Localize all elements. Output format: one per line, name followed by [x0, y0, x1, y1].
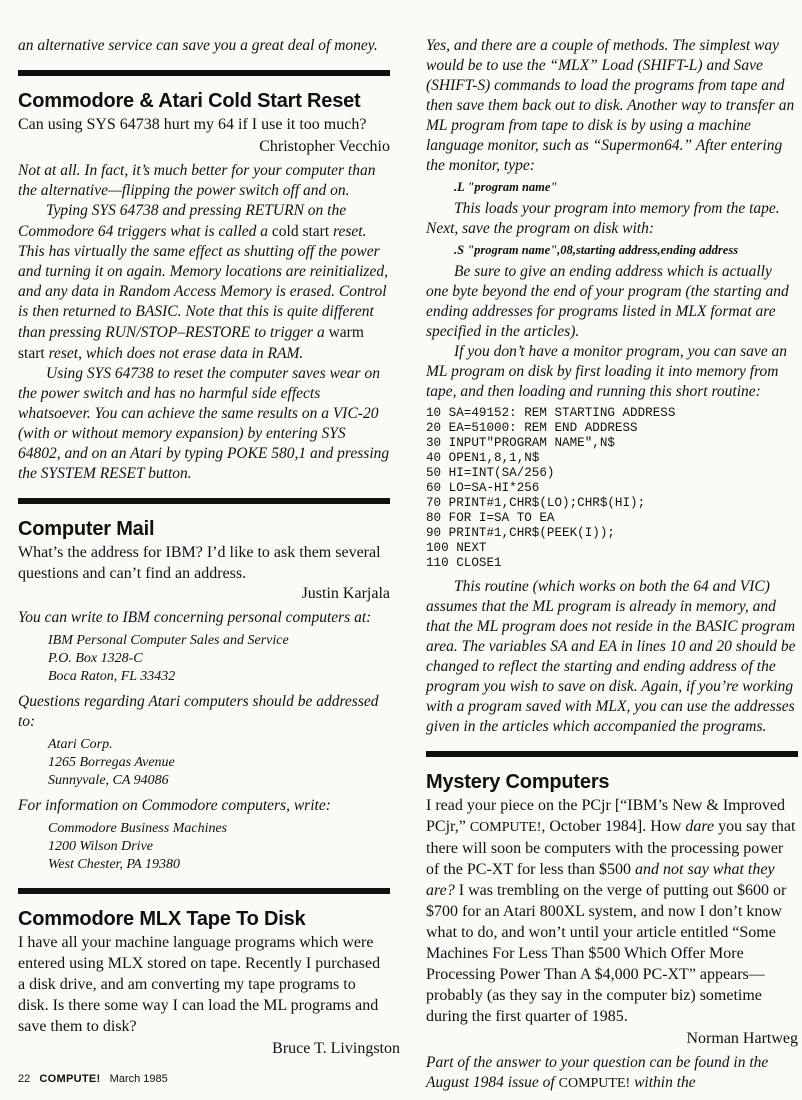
- code-line: 100 NEXT: [426, 541, 487, 555]
- magazine-name: COMPUTE!: [469, 820, 542, 835]
- address-commodore: [48, 820, 390, 874]
- answer-text: within the: [630, 1074, 696, 1091]
- code-line: 20 EA=51000: REM END ADDRESS: [426, 421, 638, 435]
- term-warm-start: warm start: [18, 324, 364, 362]
- page-number: 22: [18, 1073, 31, 1085]
- question-text: you say that there will soon be computers with the processing power of the PC-XT for less than $500: [426, 818, 796, 878]
- code-line: 10 SA=49152: REM STARTING ADDRESS: [426, 406, 676, 420]
- code-line: 60 LO=SA-HI*256: [426, 481, 540, 495]
- reader-question: Can using SYS 64738 hurt my 64 if I use it too much?: [18, 116, 367, 133]
- monitor-command: .S "program name",08,starting address,ending address: [454, 243, 739, 257]
- page-footer: [18, 1072, 168, 1086]
- section-divider: [18, 888, 390, 894]
- right-column: [426, 36, 798, 1094]
- section-heading: Computer Mail: [18, 518, 155, 540]
- reader-signature: Justin Karjala: [301, 585, 390, 602]
- reader-question: [426, 795, 798, 1027]
- question-emphasis: dare: [685, 818, 715, 835]
- section-heading: Commodore & Atari Cold Start Reset: [18, 90, 361, 112]
- address-line: Atari Corp.: [48, 737, 113, 752]
- code-line: 110 CLOSE1: [426, 556, 502, 570]
- answer-paragraph: This routine (which works on both the 64 and VIC) assumes that the ML program is already in memory, and that the ML program does not reside in the BASIC program area. The variables SA and EA in lines 10 and 20 should be changed to reflect the starting and ending address of the program you wish to save on disk. Again, if you’re working with a program saved with MLX, you can use the addresses given in the articles which accompanied the programs.: [426, 578, 796, 735]
- magazine-logo: COMPUTE!: [39, 1073, 101, 1085]
- reader-signature: Bruce T. Livingston: [272, 1040, 400, 1057]
- answer-paragraph: Be sure to give an ending address which is actually one byte beyond the end of your program (the starting and ending addresses for programs listed in MLX format are specified in the articles).: [426, 263, 789, 340]
- answer-paragraph: This loads your program into memory from the tape. Next, save the program on disk with:: [426, 200, 780, 237]
- question-text: , October 1984]. How: [541, 818, 686, 835]
- section-divider: [18, 498, 390, 504]
- code-line: 70 PRINT#1,CHR$(LO);CHR$(HI);: [426, 496, 646, 510]
- answer-paragraph: Not at all. In fact, it’s much better for your computer than the alternative—flipping the power switch off and on.: [18, 162, 376, 199]
- section-divider: [18, 70, 390, 76]
- issue-date: March 1985: [109, 1073, 168, 1085]
- answer-paragraph: Questions regarding Atari computers should be addressed to:: [18, 693, 379, 730]
- address-line: 1265 Borregas Avenue: [48, 755, 175, 770]
- answer-paragraph: [18, 201, 390, 364]
- reader-signature: Norman Hartweg: [686, 1030, 798, 1047]
- address-ibm: [48, 632, 390, 686]
- address-line: West Chester, PA 19380: [48, 857, 180, 872]
- basic-listing: [426, 406, 798, 571]
- code-line: 50 HI=INT(SA/256): [426, 466, 555, 480]
- answer-paragraph: [426, 1053, 798, 1094]
- question-emphasis: and not say what they are?: [426, 861, 775, 899]
- section-heading: Commodore MLX Tape To Disk: [18, 908, 306, 930]
- reader-question: I have all your machine language programs which were entered using MLX stored on tape. Recently I purchased a disk drive, and am converting my tape programs to disk. Is there some way I can load the ML programs and save them to disk?: [18, 934, 381, 1035]
- answer-paragraph: If you don’t have a monitor program, you can save an ML program on disk by first loading it into memory from tape, and then loading and running this short routine:: [426, 343, 788, 400]
- section-cold-start: [18, 90, 390, 484]
- section-mystery-computers: [426, 771, 798, 1094]
- address-line: 1200 Wilson Drive: [48, 839, 153, 854]
- section-computer-mail: [18, 518, 390, 874]
- code-line: 90 PRINT#1,CHR$(PEEK(I));: [426, 526, 615, 540]
- address-line: Boca Raton, FL 33432: [48, 669, 176, 684]
- code-line: 40 OPEN1,8,1,N$: [426, 451, 540, 465]
- monitor-command: .L "program name": [454, 180, 558, 194]
- question-text: I read your piece on the PCjr [“IBM’s New & Improved PCjr,”: [426, 797, 786, 835]
- section-mlx-tape-to-disk: [18, 908, 400, 1059]
- address-line: P.O. Box 1328-C: [48, 651, 143, 666]
- magazine-name: COMPUTE!: [558, 1076, 631, 1091]
- address-line: Sunnyvale, CA 94086: [48, 773, 169, 788]
- answer-paragraph: Using SYS 64738 to reset the computer saves wear on the power switch and has no harmful side effects whatsoever. You can achieve the same results on a VIC-20 (with or without memory expansion) by entering SYS 64802, and on an Atari by typing POKE 580,1 and pressing the SYSTEM RESET button.: [18, 365, 390, 482]
- continued-text: an alternative service can save you a great deal of money.: [18, 37, 378, 54]
- answer-text: reset, which does not erase data in RAM.: [44, 345, 304, 362]
- answer-text: Part of the answer to your question can be found in the August 1984 issue of: [426, 1054, 769, 1091]
- code-line: 30 INPUT"PROGRAM NAME",N$: [426, 436, 615, 450]
- answer-text: Typing SYS 64738 and pressing RETURN on the Commodore 64 triggers what is called a: [18, 202, 347, 240]
- answer-text: reset. This has virtually the same effect as shutting off the power and turning it on again. Memory locations are reinitialized, and any data in Random Access Memory is erased. Control is then returned to BASIC. Note that this is quite different than pressing RUN/STOP–RESTORE to trigger a: [18, 223, 388, 341]
- address-atari: [48, 736, 390, 790]
- answer-paragraph: Yes, and there are a couple of methods. The simplest way would be to use the “MLX” Load (SHIFT-L) and Save (SHIFT-S) commands to load the programs from tape and then save them back out to disk. Another way to transfer an ML program from tape to disk is by using a machine language monitor, such as “Supermon64.” After entering the monitor, type:: [426, 37, 795, 174]
- reader-signature: Christopher Vecchio: [259, 138, 390, 155]
- left-column: [18, 36, 400, 1063]
- code-line: 80 FOR I=SA TO EA: [426, 511, 555, 525]
- address-line: IBM Personal Computer Sales and Service: [48, 633, 289, 648]
- term-cold-start: cold start: [271, 223, 330, 240]
- reader-question: What’s the address for IBM? I’d like to ask them several questions and can’t find an address.: [18, 544, 381, 582]
- question-text: I was trembling on the verge of putting out $600 or $700 for an Atari 800XL system, and now I don’t know what to do, and won’t until your article entitled “Some Machines For Less Than $500 Which Offer More Processing Power Than A $4,000 PC-XT” appears—probably (as they say in the computer biz) sometime during the first quarter of 1985.: [426, 882, 787, 1025]
- section-heading: Mystery Computers: [426, 771, 610, 793]
- address-line: Commodore Business Machines: [48, 821, 228, 836]
- section-divider: [426, 751, 798, 757]
- answer-paragraph: For information on Commodore computers, write:: [18, 797, 331, 814]
- answer-paragraph: You can write to IBM concerning personal computers at:: [18, 609, 372, 626]
